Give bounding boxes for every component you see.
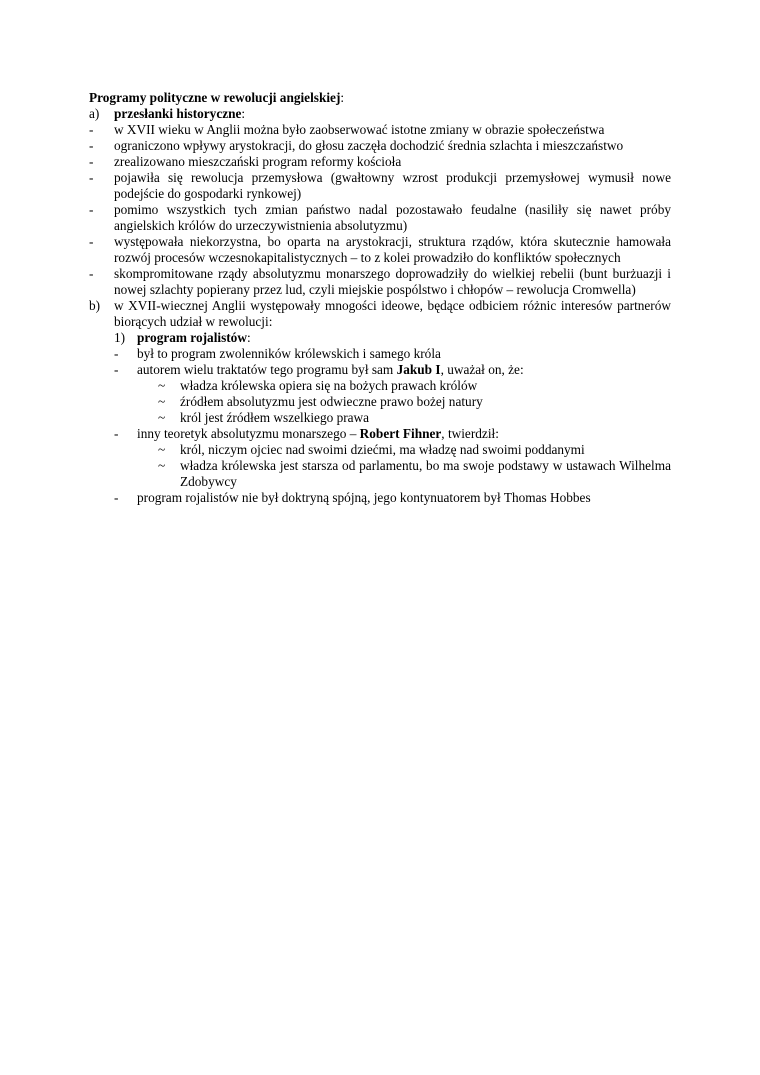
- section-b-intro: [89, 298, 671, 330]
- dash-marker: -: [89, 170, 94, 185]
- section-b-text: w XVII-wiecznej Anglii występowały mnogości ideowe, będące odbiciem różnic interesów partnerów biorących udział w rewolucji:: [114, 298, 671, 329]
- list-item: [89, 346, 671, 362]
- section-a-heading: a) przesłanki historyczne:: [89, 106, 246, 121]
- list-item: [89, 362, 671, 378]
- list-item-text: zrealizowano mieszczański program reformy kościoła: [114, 154, 402, 169]
- list-item: [89, 490, 671, 506]
- list-item-text: ograniczono wpływy arystokracji, do głosu zaczęła dochodzić średnia szlachta i mieszczaństwo: [114, 138, 624, 153]
- author-name: Jakub I: [396, 362, 441, 377]
- sub-list-item-text: król, niczym ojciec nad swoimi dziećmi, ma władzę nad swoimi poddanymi: [180, 442, 585, 457]
- list-item: [89, 426, 671, 442]
- dash-marker: -: [114, 362, 119, 377]
- section-b-marker: b): [89, 298, 101, 313]
- page-title: Programy polityczne w rewolucji angielskiej:: [89, 90, 345, 105]
- list-item-text: autorem wielu traktatów tego programu był sam Jakub I, uważał on, że:: [137, 362, 524, 377]
- tilde-marker: ~: [158, 442, 166, 457]
- sub-list-item-text: król jest źródłem wszelkiego prawa: [180, 410, 370, 425]
- dash-marker: -: [114, 426, 119, 441]
- tilde-marker: ~: [158, 378, 166, 393]
- program-title: program rojalistów: [137, 330, 247, 345]
- section-a-title: przesłanki historyczne: [114, 106, 242, 121]
- list-item-text: w XVII wieku w Anglii można było zaobserwować istotne zmiany w obrazie społeczeństwa: [114, 122, 605, 137]
- dash-marker: -: [114, 346, 119, 361]
- document-body: [89, 90, 671, 506]
- dash-marker: -: [89, 234, 94, 249]
- section-a-marker: a): [89, 106, 100, 121]
- list-item: [89, 234, 671, 266]
- list-item: [89, 202, 671, 234]
- tilde-marker: ~: [158, 410, 166, 425]
- author-name: Robert Fihner: [359, 426, 442, 441]
- list-item-text: występowała niekorzystna, bo oparta na arystokracji, struktura rządów, która skutecznie hamowała rozwój procesów wczesnokapitalistycznych – to z kolei prowadziło do konfliktów społecznych: [114, 234, 671, 265]
- dash-marker: -: [89, 122, 94, 137]
- list-item: [89, 170, 671, 202]
- list-item: [89, 138, 671, 154]
- program-heading: 1) program rojalistów:: [114, 330, 251, 345]
- sub-list-item: [89, 394, 671, 410]
- list-item-text: był to program zwolenników królewskich i samego króla: [137, 346, 441, 361]
- sub-list-item: [89, 410, 671, 426]
- sub-list-item: [89, 458, 671, 490]
- sub-list-item: [89, 442, 671, 458]
- list-item-text: skompromitowane rządy absolutyzmu monarszego doprowadziły do wielkiej rebelii (bunt burżuazji i nowej szlachty popierany przez lud, czyli miejskie pospólstwo i chłopów – rewolucja Cromwella): [114, 266, 671, 297]
- dash-marker: -: [114, 490, 119, 505]
- list-item-text: program rojalistów nie był doktryną spójną, jego kontynuatorem był Thomas Hobbes: [137, 490, 591, 505]
- program-marker: 1): [114, 330, 126, 345]
- dash-marker: -: [89, 154, 94, 169]
- sub-list-item: [89, 378, 671, 394]
- list-item-text: pojawiła się rewolucja przemysłowa (gwałtowny wzrost produkcji przemysłowej wymusił nowe podejście do gospodarki rynkowej): [114, 170, 671, 201]
- list-item: [89, 266, 671, 298]
- list-item: [89, 154, 671, 170]
- tilde-marker: ~: [158, 394, 166, 409]
- dash-marker: -: [89, 138, 94, 153]
- sub-list-item-text: władza królewska jest starsza od parlamentu, bo ma swoje podstawy w ustawach Wilhelma Zdobywcy: [180, 458, 671, 489]
- dash-marker: -: [89, 266, 94, 281]
- list-item-text: inny teoretyk absolutyzmu monarszego – Robert Fihner, twierdził:: [137, 426, 499, 441]
- dash-marker: -: [89, 202, 94, 217]
- sub-list-item-text: władza królewska opiera się na bożych prawach królów: [180, 378, 478, 393]
- list-item-text: pomimo wszystkich tych zmian państwo nadal pozostawało feudalne (nasiliły się nawet próby angielskich królów do urzeczywistnienia absolutyzmu): [114, 202, 671, 233]
- tilde-marker: ~: [158, 458, 166, 473]
- list-item: [89, 122, 671, 138]
- sub-list-item-text: źródłem absolutyzmu jest odwieczne prawo bożej natury: [180, 394, 483, 409]
